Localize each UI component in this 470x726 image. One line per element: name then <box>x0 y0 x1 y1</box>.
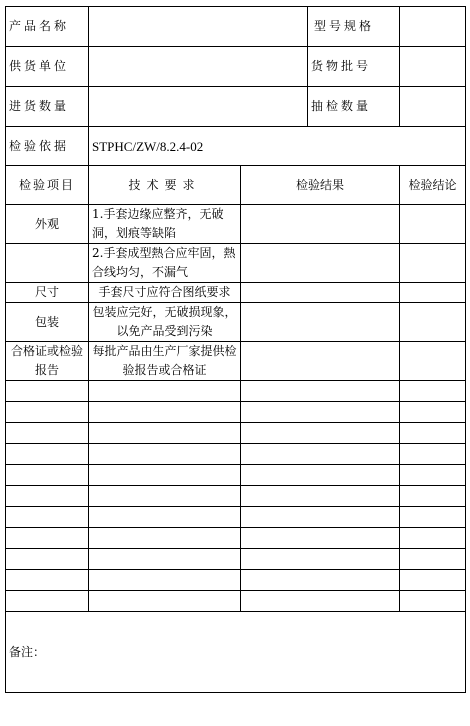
item-name: 包装 <box>6 303 89 342</box>
empty-cell[interactable] <box>241 381 400 402</box>
table-row <box>6 205 466 244</box>
item-requirement: 1.手套边缘应整齐，无破洞，划痕等缺陷 <box>89 205 241 244</box>
empty-cell[interactable] <box>400 570 466 591</box>
sample-qty-field[interactable] <box>400 87 466 127</box>
empty-cell[interactable] <box>89 507 241 528</box>
conclusion-cell[interactable] <box>400 283 466 303</box>
empty-cell[interactable] <box>6 381 89 402</box>
incoming-qty-label: 进货数量 <box>6 87 89 127</box>
empty-cell[interactable] <box>6 486 89 507</box>
empty-cell[interactable] <box>89 570 241 591</box>
empty-cell[interactable] <box>400 381 466 402</box>
col-conclusion-header: 检验结论 <box>400 166 466 205</box>
empty-cell[interactable] <box>89 423 241 444</box>
empty-row <box>6 465 466 486</box>
empty-cell[interactable] <box>89 402 241 423</box>
conclusion-cell[interactable] <box>400 342 466 381</box>
empty-cell[interactable] <box>241 402 400 423</box>
result-cell[interactable] <box>241 283 400 303</box>
result-cell[interactable] <box>241 244 400 283</box>
empty-cell[interactable] <box>89 549 241 570</box>
product-name-field[interactable] <box>89 7 308 47</box>
notes-row <box>6 612 466 693</box>
inspection-form <box>5 6 466 693</box>
empty-cell[interactable] <box>241 444 400 465</box>
product-name-label: 产品名称 <box>6 7 89 47</box>
model-field[interactable] <box>400 7 466 47</box>
empty-cell[interactable] <box>241 549 400 570</box>
header-row-product <box>6 7 466 47</box>
item-name <box>6 244 89 283</box>
basis-label: 检验依据 <box>6 127 89 166</box>
item-name: 外观 <box>6 205 89 244</box>
item-requirement: 2.手套成型熱合应牢固，熱合线均匀，不漏气 <box>89 244 241 283</box>
supplier-field[interactable] <box>89 47 308 87</box>
empty-cell[interactable] <box>400 402 466 423</box>
empty-cell[interactable] <box>6 423 89 444</box>
empty-cell[interactable] <box>6 465 89 486</box>
conclusion-cell[interactable] <box>400 244 466 283</box>
batch-label: 货物批号 <box>308 47 400 87</box>
header-row-quantity <box>6 87 466 127</box>
empty-cell[interactable] <box>400 549 466 570</box>
empty-row <box>6 423 466 444</box>
empty-cell[interactable] <box>89 444 241 465</box>
empty-row <box>6 549 466 570</box>
empty-cell[interactable] <box>241 465 400 486</box>
basis-value: STPHC/ZW/8.2.4-02 <box>89 127 466 166</box>
col-item-header: 检验项目 <box>6 166 89 205</box>
empty-row <box>6 402 466 423</box>
empty-cell[interactable] <box>6 549 89 570</box>
empty-cell[interactable] <box>241 486 400 507</box>
empty-row <box>6 528 466 549</box>
sample-qty-label: 抽检数量 <box>308 87 400 127</box>
item-requirement: 手套尺寸应符合图纸要求 <box>89 283 241 303</box>
empty-row <box>6 486 466 507</box>
notes-label: 备注： <box>9 644 46 659</box>
empty-cell[interactable] <box>89 465 241 486</box>
item-name: 合格证或检验报告 <box>6 342 89 381</box>
item-name: 尺寸 <box>6 283 89 303</box>
supplier-label: 供货单位 <box>6 47 89 87</box>
empty-cell[interactable] <box>241 423 400 444</box>
header-row-supplier <box>6 47 466 87</box>
empty-cell[interactable] <box>6 570 89 591</box>
model-label: 型号规格 <box>308 7 400 47</box>
empty-cell[interactable] <box>6 507 89 528</box>
col-requirement-header: 技术要求 <box>89 166 241 205</box>
empty-cell[interactable] <box>89 591 241 612</box>
empty-cell[interactable] <box>241 591 400 612</box>
empty-row <box>6 507 466 528</box>
table-row <box>6 303 466 342</box>
empty-cell[interactable] <box>89 486 241 507</box>
table-row <box>6 283 466 303</box>
empty-cell[interactable] <box>6 591 89 612</box>
batch-field[interactable] <box>400 47 466 87</box>
empty-cell[interactable] <box>241 570 400 591</box>
notes-field[interactable] <box>6 612 466 693</box>
item-requirement: 每批产品由生产厂家提供检验报告或合格证 <box>89 342 241 381</box>
empty-cell[interactable] <box>400 444 466 465</box>
empty-cell[interactable] <box>400 591 466 612</box>
basis-row <box>6 127 466 166</box>
result-cell[interactable] <box>241 303 400 342</box>
empty-row <box>6 591 466 612</box>
column-header-row <box>6 166 466 205</box>
empty-cell[interactable] <box>241 507 400 528</box>
table-row <box>6 244 466 283</box>
empty-cell[interactable] <box>400 465 466 486</box>
empty-cell[interactable] <box>400 507 466 528</box>
conclusion-cell[interactable] <box>400 205 466 244</box>
empty-cell[interactable] <box>6 528 89 549</box>
empty-cell[interactable] <box>400 423 466 444</box>
result-cell[interactable] <box>241 205 400 244</box>
incoming-qty-field[interactable] <box>89 87 308 127</box>
empty-cell[interactable] <box>89 381 241 402</box>
col-result-header: 检验结果 <box>241 166 400 205</box>
conclusion-cell[interactable] <box>400 303 466 342</box>
empty-cell[interactable] <box>400 528 466 549</box>
empty-cell[interactable] <box>400 486 466 507</box>
empty-row <box>6 444 466 465</box>
empty-row <box>6 381 466 402</box>
empty-cell[interactable] <box>6 402 89 423</box>
empty-row <box>6 570 466 591</box>
empty-cell[interactable] <box>241 528 400 549</box>
empty-cell[interactable] <box>89 528 241 549</box>
table-row <box>6 342 466 381</box>
result-cell[interactable] <box>241 342 400 381</box>
item-requirement: 包装应完好，无破损现象，以免产品受到污染 <box>89 303 241 342</box>
empty-cell[interactable] <box>6 444 89 465</box>
